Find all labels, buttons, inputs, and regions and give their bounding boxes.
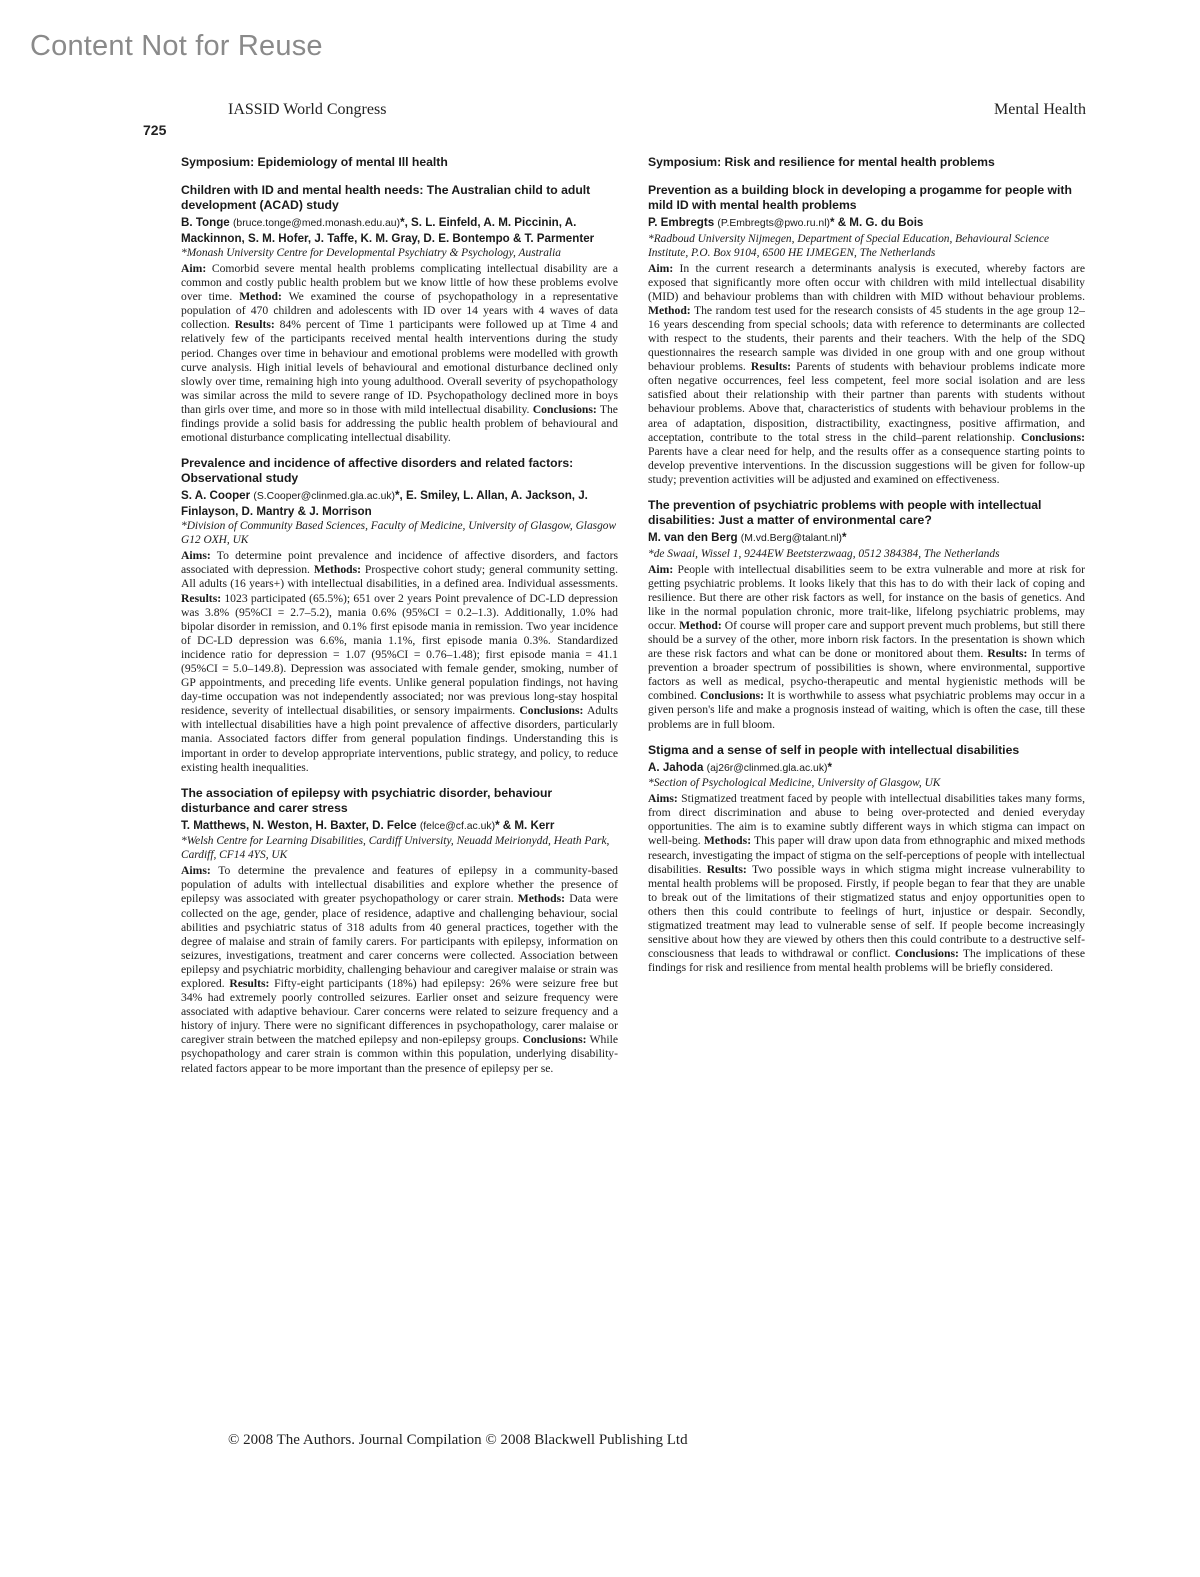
abstract-affiliation: *Division of Community Based Sciences, Faculty of Medicine, University of Glasgow, Glasgow G12 OXH, UK xyxy=(181,520,617,547)
section-text: In terms of prevention a broader spectrum of possibilities is shown, where environmental, supportive factors as well as medical, psycho-therapeutic and mental hygienistic methods will be combined. xyxy=(648,647,1085,703)
section-text: Two possible ways in which stigma might increase vulnerability to mental health problems will be proposed. Firstly, if people began to fear that they are unable to break out of the limitations of their stigmatized status and enjoy opportunities open to others then this could contribute to feelings of hurt, injustice or despair. Secondly, stigmatized treatment may lead to vulnerable sense of self. If people become increasingly sensitive about how they are viewed by others then this could contribute to a destructive self-consciousness that leads to withdrawal or conflict. xyxy=(648,862,1085,961)
section-label: Aim: xyxy=(648,562,674,576)
section-text: Adults with intellectual disabilities have a high point prevalence of affective disorders, particularly mania. Associated factors differ from general population findings. Understanding this is important in order to develop appropriate interventions, public strategy, and policy, to reduce existing health inequalities. xyxy=(181,704,618,774)
section-text: Parents of students with behaviour problems indicate more often negative occurrences, feel less competent, feel more social isolation and are less satisfied about their relationship with their partner than parents with students without behaviour problems. Above that, characteristics of students with behaviour problems in the area of adaptation, disposition, distractibility, exactingness, positive affirmation, and acceptation, contribute to the total stress in the child–parent relationship. xyxy=(648,360,1085,444)
author-email[interactable]: (felce@cf.ac.uk) xyxy=(419,820,496,832)
section-text: This paper will draw upon data from ethnographic and mixed methods research, investigating the impact of stigma on the self-perceptions of people with intellectual disabilities. xyxy=(648,834,1085,876)
abstract-affiliation: *Section of Psychological Medicine, University of Glasgow, UK xyxy=(648,777,941,790)
section-label: Method: xyxy=(239,290,282,304)
author-names: A. Jahoda xyxy=(648,760,704,774)
abstract xyxy=(648,183,1085,487)
section-label: Conclusions: xyxy=(522,1033,587,1047)
author-names: *, S. L. Einfeld, A. M. Piccinin, A. Mackinnon, S. M. Hofer, J. Taffe, K. M. Gray, D. E. Bontempo & T. Parmenter xyxy=(181,216,595,245)
running-head-right: Mental Health xyxy=(994,101,1086,118)
author-names: M. van den Berg xyxy=(648,531,738,544)
author-names: * xyxy=(827,760,833,774)
section-text: It is worthwhile to assess what psychiatric problems may occur in a given person's life and make a prognosis instead of waiting, which is often the case, till these problems are in full bloom. xyxy=(648,689,1085,731)
abstract-body xyxy=(648,563,1085,732)
left-column xyxy=(181,155,618,1087)
symposium-heading: Symposium: Risk and resilience for mental health problems xyxy=(648,155,995,169)
abstract-authors xyxy=(181,489,618,519)
author-names: B. Tonge xyxy=(181,216,230,229)
section-label: Results: xyxy=(234,318,275,332)
abstract-affiliation: *Radboud University Nijmegen, Department of Special Education, Behavioural Science Institute, P.O. Box 9104, 6500 HE IJMEGEN, The Netherlands xyxy=(648,232,1050,259)
abstract-authors xyxy=(648,216,1085,232)
section-label: Conclusions: xyxy=(894,947,959,961)
section-label: Conclusions: xyxy=(519,704,584,718)
abstract-affiliation: *de Swaai, Wissel 1, 9244EW Beetsterzwaag, 0512 384384, The Netherlands xyxy=(648,547,1000,560)
section-label: Method: xyxy=(679,618,722,632)
abstract xyxy=(648,743,1085,976)
abstract-body xyxy=(181,549,618,775)
section-label: Aim: xyxy=(181,262,207,275)
abstract-authors xyxy=(648,761,1085,777)
abstract-authors xyxy=(648,531,1085,547)
section-text: Comorbid severe mental health problems complicating intellectual disability are a common and costly public health problem but we know little of how these problems evolve over time. xyxy=(181,262,618,304)
abstract-body xyxy=(648,262,1085,488)
section-text: Of course will proper care and support prevent much problems, but still there should be a survey of the other, more inborn risk factors. In the presentation is shown which are these risk factors and what can be done or monitored about them. xyxy=(648,618,1085,661)
abstract-body xyxy=(181,864,618,1075)
abstract-title: Stigma and a sense of self in people with intellectual disabilities xyxy=(648,742,1020,757)
abstract-title: Prevention as a building block in developing a progamme for people with mild ID with mental health problems xyxy=(648,183,1072,212)
abstract-title: Prevalence and incidence of affective disorders and related factors: Observational study xyxy=(181,456,574,486)
abstract-body xyxy=(181,262,618,445)
author-email[interactable]: (S.Cooper@clinmed.gla.ac.uk) xyxy=(253,491,396,503)
author-names: P. Embregts xyxy=(648,216,715,229)
section-text: Fifty-eight participants (18%) had epilepsy: 26% were seizure free but 34% had extremely poorly controlled seizures. Earlier onset and seizure frequency were associated with adaptive behaviour. Carer concerns were related to seizure frequency and a history of injury. There were no significant differences in psychopathology, carer malaise or caregiver strain between the matched epilepsy and non-epilepsy groups. xyxy=(181,976,619,1047)
section-text: To determine point prevalence and incidence of affective disorders, and factors associated with depression. xyxy=(181,549,618,577)
right-column xyxy=(648,155,1085,986)
abstract-title: The association of epilepsy with psychiatric disorder, behaviour disturbance and carer stress xyxy=(181,785,553,815)
abstract-authors xyxy=(181,216,618,246)
section-text: 84% percent of Time 1 participants were followed up at Time 4 and relatively few of the participants received mental health interventions during the study period. Changes over time in behaviour and emotional problems were modelled with growth curve analysis. High initial levels of behavioural and emotional disturbance declined only slowly over time, remaining high into young adulthood. Overall severity of psychopathology was similar across the mild to severe range of ID. Psychopathology declined more in boys than girls over time, and more so in those with mild intellectual disability. xyxy=(181,318,618,416)
section-text: Prospective cohort study; general community setting. All adults (16 years+) with intellectual disabilities, in a defined area. Individual assessments. xyxy=(181,563,618,591)
abstract xyxy=(648,498,1085,732)
section-text: Parents have a clear need for help, and the results offer as a consequence starting points to develop preventive interventions. In the discussion suggestions will be given for follow-up study; prevention activities will be adjusted and examined on effectiveness. xyxy=(648,444,1085,486)
abstract-body xyxy=(648,792,1085,975)
abstract xyxy=(181,183,618,445)
abstract-affiliation: *Welsh Centre for Learning Disabilities, Cardiff University, Neuadd Meirionydd, Heath Park, Cardiff, CF14 4YS, UK xyxy=(181,835,610,862)
running-head-left: IASSID World Congress xyxy=(228,101,387,118)
section-label: Results: xyxy=(181,591,222,605)
section-label: Results: xyxy=(750,360,792,374)
abstract xyxy=(181,456,618,775)
page-number: 725 xyxy=(143,122,167,138)
section-label: Methods: xyxy=(517,892,565,906)
section-label: Aims: xyxy=(181,549,211,563)
author-names: S. A. Cooper xyxy=(181,489,251,503)
section-text: We examined the course of psychopathology in a representative population of 470 children and adolescents with ID over 14 years with 4 waves of data collection. xyxy=(181,290,618,332)
section-text: 1023 participated (65.5%); 651 over 2 years Point prevalence of DC-LD depression was 3.8% (95%CI = 2.7–5.2), mania 0.6% (95%CI = 0.2–1.3). Additionally, 1.0% had bipolar disorder in remission, and 0.1% first episode mania in remission. Two year incidence of DC-LD depression was 6.6%, mania 1.1%, first episode mania 0.3%. Standardized incidence ratio for depression = 1.07 (95%CI = 0.76–1.48); first episode mania = 41.1 (95%CI = 5.0–149.8). Depression was associated with female gender, smoking, number of GP appointments, and preceding life events. Unlike general population findings, not having day-time occupation was not independently associated; nor was previous long-stay hospital residence, severity of intellectual disabilities, or sensory impairments. xyxy=(181,591,618,718)
section-text: The implications of these findings for risk and resilience from mental health problems will be briefly considered. xyxy=(648,947,1085,975)
author-email[interactable]: (bruce.tonge@med.monash.edu.au) xyxy=(232,218,401,229)
section-label: Aims: xyxy=(181,864,211,878)
section-text: The findings provide a solid basis for addressing the public health problem of behavioural and emotional disturbance complicating intellectual disability. xyxy=(181,402,618,445)
section-label: Results: xyxy=(706,862,747,876)
author-email[interactable]: (P.Embregts@pwo.ru.nl) xyxy=(717,218,830,229)
section-label: Aim: xyxy=(648,261,674,275)
section-label: Conclusions: xyxy=(700,689,765,703)
section-label: Conclusions: xyxy=(1020,430,1085,444)
watermark: Content Not for Reuse xyxy=(30,30,323,62)
section-text: Stigmatized treatment faced by people with intellectual disabilities takes many forms, from direct discrimination and abuse to being over-protected and denied everyday opportunities. The aim is to examine subtly different ways in which stigma can impact on well-being. xyxy=(648,792,1085,848)
section-label: Results: xyxy=(987,647,1028,661)
section-text: While psychopathology and carer strain is common within this population, underlying disability-related factors appear to be more important than the presence of epilepsy per se. xyxy=(181,1033,618,1075)
section-label: Methods: xyxy=(703,834,752,848)
section-text: People with intellectual disabilities seem to be extra vulnerable and more at risk for getting psychiatric problems. It looks likely that this has to do with their lack of coping and resilience. But there are other risk factors as well, for instance on the basis of genetics. And like in the normal population chronic, more trait-like, lifelong psychiatric problems, may occur. xyxy=(648,562,1085,632)
section-label: Aims: xyxy=(648,792,678,806)
section-label: Method: xyxy=(648,303,691,317)
section-label: Results: xyxy=(229,976,270,990)
abstract-affiliation: *Monash University Centre for Developmental Psychiatry & Psychology, Australia xyxy=(181,247,561,259)
author-names: *, E. Smiley, L. Allan, A. Jackson, J. Finlayson, D. Mantry & J. Morrison xyxy=(181,489,588,518)
abstract xyxy=(181,786,618,1076)
author-names: * & M. Kerr xyxy=(495,818,555,832)
section-text: To determine the prevalence and features of epilepsy in a community-based population of adults with intellectual disabilities and explore whether the presence of epilepsy was associated with greater psychopathology or carer strain. xyxy=(181,864,618,906)
author-email[interactable]: (M.vd.Berg@talant.nl) xyxy=(740,533,842,544)
symposium-heading: Symposium: Epidemiology of mental Ill health xyxy=(181,155,448,169)
author-names: * & M. G. du Bois xyxy=(829,216,924,229)
section-label: Conclusions: xyxy=(532,402,597,416)
abstract-title: Children with ID and mental health needs: The Australian child to adult development (ACAD) study xyxy=(181,183,591,212)
copyright-footer: © 2008 The Authors. Journal Compilation © 2008 Blackwell Publishing Ltd xyxy=(228,1432,688,1448)
section-text: In the current research a determinants analysis is executed, whereby factors are exposed that significantly more often occur with children with mild intellectual disability (MID) and behaviour problems than with children with MID without behaviour problems. xyxy=(648,261,1085,303)
abstract-authors xyxy=(181,819,618,835)
author-email[interactable]: (aj26r@clinmed.gla.ac.uk) xyxy=(706,762,828,774)
author-names: T. Matthews, N. Weston, H. Baxter, D. Felce xyxy=(181,818,417,832)
abstract-title: The prevention of psychiatric problems with people with intellectual disabilities: Just a matter of environmental care? xyxy=(648,498,1042,527)
section-label: Methods: xyxy=(313,563,362,577)
author-names: * xyxy=(842,531,847,544)
section-text: Data were collected on the age, gender, place of residence, adaptive and challenging behaviour, social abilities and psychiatric status of 318 adults from 40 general practices, together with the degree of malaise and strain of family carers. For participants with epilepsy, information on seizures, investigations, treatment and carer concerns were collected. Association between epilepsy and psychiatric morbidity, challenging behaviour and caregiver malaise or strain was explored. xyxy=(181,892,618,990)
section-text: The random test used for the research consists of 45 students in the age group 12–16 years descending from special schools; data with reference to determinants are collected with respect to the students, their parents and their teachers. With the help of the SDQ questionnaires the research sample was divided in one group with and one group without behaviour problems. xyxy=(648,303,1085,374)
